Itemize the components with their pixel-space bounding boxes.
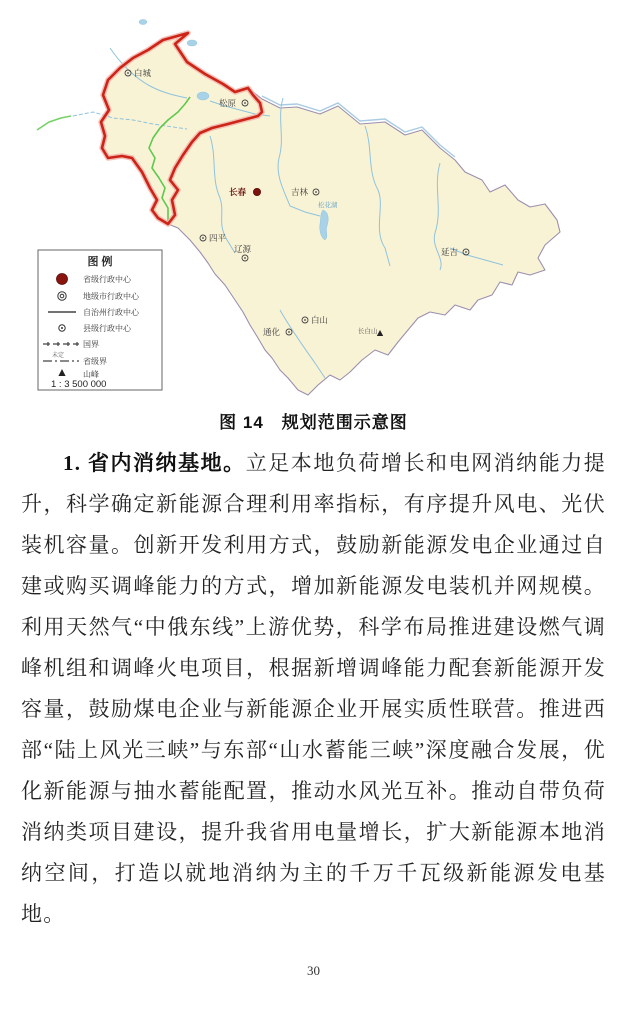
legend-label: 自治州行政中心 [83,308,139,317]
city-changchun [229,187,261,197]
city-label: 长春 [229,187,247,197]
legend-scale: 1 : 3 500 000 [51,379,107,390]
figure-caption: 图 14 规划范围示意图 [219,413,408,432]
city-label: 延吉 [441,247,459,257]
legend-label: 地级市行政中心 [83,292,139,301]
lake-label: 松花湖 [318,202,338,209]
paragraph-lead: 1. 省内消纳基地。 [63,451,246,475]
paragraph-body: 立足本地负荷增长和电网消纳能力提升，科学确定新能源合理利用率指标，有序提升风电、光伏装机容量。创新开发利用方式，鼓励新能源发电企业通过自建或购买调峰能力的方式，增加新能源发电装机并网规模。利用天然气“中俄东线”上游优势，科学布局推进建设燃气调峰机组和调峰火电项目，根据新增调峰能力配套新能源开发容量，鼓励煤电企业与新能源企业开展实质性联营。推进西部“陆上风光三峡”与东部“山水蓄能三峡”深度融合发展，优化新能源与抽水蓄能配置，推动水风光互补。推动自带负荷消纳类项目建设，提升我省用电量增长，扩大新能源本地消纳空间，打造以就地消纳为主的千万千瓦级新能源发电基地。 [21,451,607,926]
city-label: 松原 [219,98,237,108]
city-label: 四平 [209,233,227,243]
legend-label: 省级界 [83,357,107,366]
provincial-capital-dot [253,188,260,195]
city-label: 吉林 [291,187,309,197]
small-lake-2 [187,40,197,46]
mountain-label: 长白山 [358,328,378,335]
legend-box [38,250,162,390]
green-line-west-stub [37,116,71,130]
body-paragraph [21,443,606,935]
small-lake-1 [139,20,147,25]
city-label: 白山 [311,315,329,325]
city-label: 辽源 [234,244,252,254]
legend-label: 县级行政中心 [83,324,131,333]
legend-boundary-note: 未定 [52,353,65,359]
city-label: 白城 [134,68,152,78]
map-legend [38,250,162,390]
legend-title: 图 例 [87,256,113,268]
legend-label: 国界 [83,340,99,349]
page-number: 30 [307,963,320,978]
jilin-province-shape [101,33,560,395]
legend-label: 山峰 [83,370,99,379]
provincial-capital-icon [57,274,68,285]
city-label: 通化 [263,327,281,337]
lake-chagan [197,92,209,100]
legend-label: 省级行政中心 [83,275,131,284]
planning-scope-map [35,8,562,402]
